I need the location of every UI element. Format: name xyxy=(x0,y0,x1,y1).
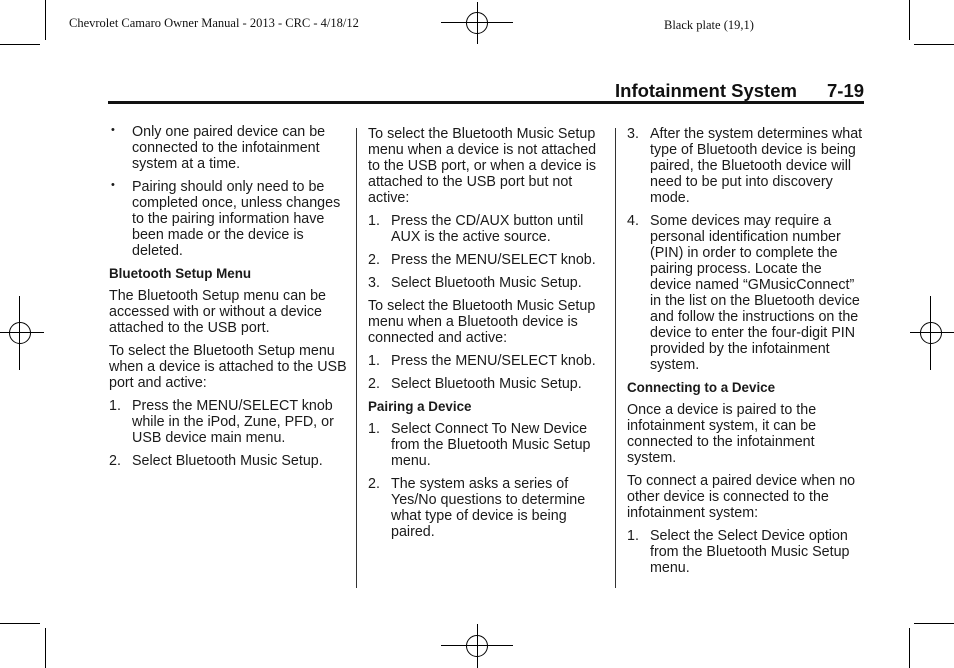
step-item: 2. Select Bluetooth Music Setup. xyxy=(368,376,582,392)
step-item: 2. Select Bluetooth Music Setup. xyxy=(109,453,323,469)
step-item: 1. Press the MENU/SELECT knob. xyxy=(368,353,596,369)
header-rule xyxy=(108,101,864,104)
crop-mark-top-left-v xyxy=(45,0,46,40)
subheading: Pairing a Device xyxy=(368,399,472,414)
step-item: 1. Press the CD/AUX button until AUX is the active source. xyxy=(368,213,584,245)
step-item: 2. Press the MENU/SELECT knob. xyxy=(368,252,596,268)
paragraph: To select the Bluetooth Music Setup menu when a Bluetooth device is connected and active: xyxy=(368,298,596,346)
step-item: 1. Select Connect To New Device from the Bluetooth Music Setup menu. xyxy=(368,421,591,469)
paragraph: The Bluetooth Setup menu can be accessed with or without a device attached to the USB port. xyxy=(109,288,326,336)
paragraph: Once a device is paired to the infotainment system, it can be connected to the infotainment system. xyxy=(627,402,817,466)
registration-mark-left xyxy=(0,296,44,370)
subheading: Connecting to a Device xyxy=(627,380,776,395)
paragraph: To select the Bluetooth Setup menu when a device is attached to the USB port and active: xyxy=(109,343,347,391)
step-item: 1. Select the Select Device option from the Bluetooth Music Setup menu. xyxy=(627,528,850,576)
column-2 xyxy=(368,126,606,547)
bullet-item: • Pairing should only need to be completed once, unless changes to the pairing information have been made or the device is deleted. xyxy=(111,179,341,259)
step-item: 4. Some devices may require a personal identification number (PIN) in order to complete the pairing process. Locate the device named “GMusicConnect” in the list on the Bluetooth device and follow the instructions on the device to enter the four-digit PIN provided by the infotainment system. xyxy=(627,213,860,373)
registration-mark-bottom xyxy=(441,624,513,668)
crop-mark-bottom-left-v xyxy=(45,628,46,668)
subheading: Bluetooth Setup Menu xyxy=(109,266,252,281)
column-divider-2 xyxy=(615,128,616,588)
crop-mark-top-right-h xyxy=(914,44,954,45)
paragraph: To connect a paired device when no other device is connected to the infotainment system: xyxy=(627,473,856,521)
column-divider-1 xyxy=(356,128,357,588)
step-item: 3. Select Bluetooth Music Setup. xyxy=(368,275,582,291)
crop-mark-bottom-left-h xyxy=(0,623,40,624)
registration-mark-right xyxy=(910,296,954,370)
plate-info-right: Black plate (19,1) xyxy=(664,18,754,32)
bullet-item: • Only one paired device can be connected to the infotainment system at a time. xyxy=(111,124,326,172)
plate-info-left: Chevrolet Camaro Owner Manual - 2013 - CRC - 4/18/12 xyxy=(69,16,359,30)
registration-mark-top xyxy=(441,2,513,44)
crop-mark-bottom-right-h xyxy=(914,623,954,624)
paragraph: To select the Bluetooth Music Setup menu when a device is not attached to the USB port, or when a device is attached to the USB port but not active: xyxy=(368,126,597,206)
crop-mark-top-left-h xyxy=(0,44,40,45)
column-3 xyxy=(627,126,865,583)
step-item: 3. After the system determines what type of Bluetooth device is being paired, the Bluetooth device will need to be put into discovery mode. xyxy=(627,126,863,206)
page-number: 7-19 xyxy=(827,80,865,101)
crop-mark-top-right-v xyxy=(909,0,910,40)
bullet-icon: • xyxy=(111,179,115,191)
step-item: 2. The system asks a series of Yes/No questions to determine what type of device is being paired. xyxy=(368,476,586,540)
column-1 xyxy=(109,124,347,476)
bullet-icon: • xyxy=(111,124,115,136)
crop-mark-bottom-right-v xyxy=(909,628,910,668)
step-item: 1. Press the MENU/SELECT knob while in the iPod, Zune, PFD, or USB device main menu. xyxy=(109,398,334,446)
section-title: Infotainment System xyxy=(615,80,797,101)
